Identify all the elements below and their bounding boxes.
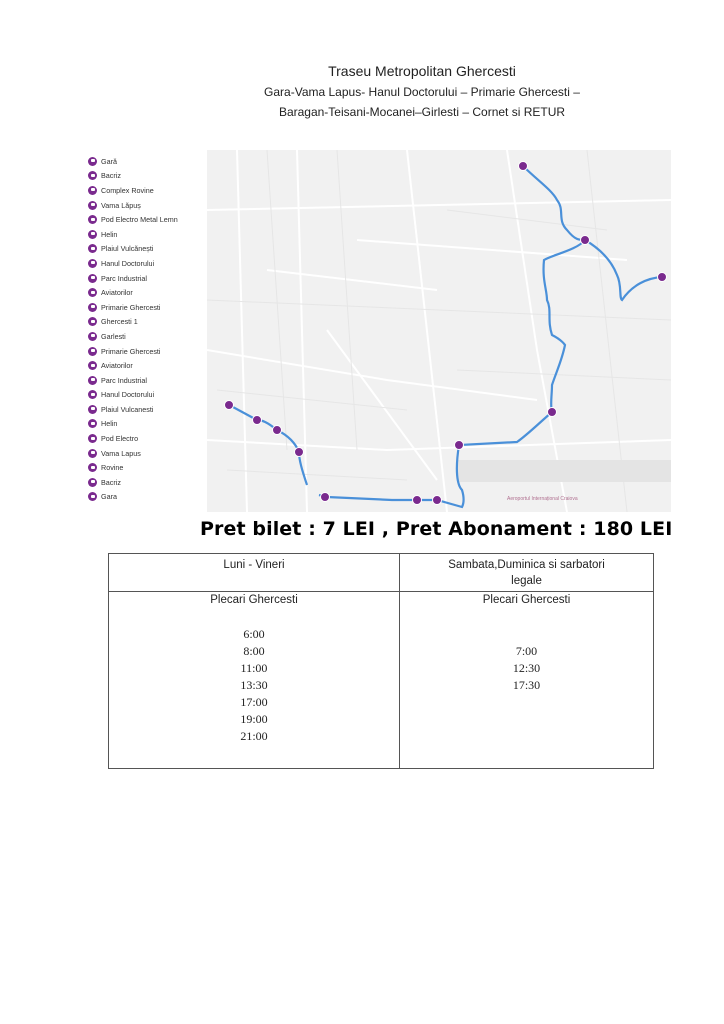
bus-stop-icon (88, 186, 97, 195)
bus-stop-icon (88, 347, 97, 356)
bus-stop-icon (88, 201, 97, 210)
stop-item (88, 212, 206, 227)
bus-stop-icon (88, 157, 97, 166)
stop-item (88, 300, 206, 315)
weekday-header (109, 554, 400, 592)
bus-stop-icon (88, 332, 97, 341)
stop-label: Hanul Doctorului (101, 390, 155, 400)
bus-stop-marker-icon (273, 426, 282, 435)
bus-stop-icon (88, 390, 97, 399)
price-info: Pret bilet : 7 LEI , Pret Abonament : 180 LEI (200, 518, 673, 540)
route-map-svg (207, 150, 671, 512)
weekday-header-label: Luni - Vineri (223, 559, 285, 571)
stop-label: Plaiul Vulcanesti (101, 404, 154, 414)
route-subtitle-line2: Baragan-Teisani-Mocanei–Girlesti – Cornet si RETUR (278, 105, 566, 119)
route-line (229, 166, 585, 507)
stop-label: Helin (101, 229, 118, 239)
bus-stop-marker-icon (658, 273, 667, 282)
route-title: Traseu Metropolitan Ghercesti (328, 63, 516, 79)
bus-stop-marker-icon (455, 441, 464, 450)
bus-stop-icon (88, 230, 97, 239)
stop-label: Vama Lapus (101, 448, 141, 458)
weekend-times (400, 643, 653, 694)
stop-label: Parc Industrial (101, 375, 147, 385)
airport-area (457, 460, 671, 482)
stop-label: Plaiul Vulcănești (101, 244, 154, 254)
bus-stop-marker-icon (225, 401, 234, 410)
stop-label: Aviatorilor (101, 288, 133, 298)
departure-time: 12:30 (512, 661, 541, 675)
stop-item (88, 198, 206, 213)
schedule-header-row (109, 554, 654, 592)
bus-stop-marker-icon (295, 448, 304, 457)
bus-stop-icon (88, 171, 97, 180)
stop-item (88, 285, 206, 300)
stop-label: Primarie Ghercesti (101, 346, 161, 356)
bus-stop-icon (88, 274, 97, 283)
weekday-subheader: Plecari Ghercesti (210, 594, 298, 606)
bus-stop-marker-icon (321, 493, 330, 502)
stop-label: Primarie Ghercesti (101, 302, 161, 312)
stop-label: Pod Electro Metal Lemn (101, 215, 178, 225)
bus-stop-marker-icon (433, 496, 442, 505)
departure-time: 8:00 (243, 644, 265, 658)
stop-label: Rovine (101, 463, 124, 473)
stop-item (88, 154, 206, 169)
stop-item (88, 169, 206, 184)
bus-stop-icon (88, 288, 97, 297)
bus-stop-icon (88, 478, 97, 487)
stop-item (88, 242, 206, 257)
stop-label: Vama Lăpuș (101, 200, 141, 210)
weekend-header (400, 554, 654, 592)
departure-time: 17:00 (240, 695, 268, 709)
weekday-cell (109, 592, 400, 769)
stop-label: Helin (101, 419, 118, 429)
stop-label: Bacriz (101, 477, 121, 487)
stop-item (88, 475, 206, 490)
stop-item (88, 256, 206, 271)
stop-label: Gară (101, 156, 117, 166)
bus-stop-marker-icon (581, 236, 590, 245)
route-map (207, 150, 671, 512)
route-markers (225, 162, 667, 505)
bus-stop-icon (88, 317, 97, 326)
weekday-times (109, 626, 399, 745)
stop-item (88, 358, 206, 373)
bus-stop-marker-icon (548, 408, 557, 417)
weekend-header-line1: Sambata,Duminica si sarbatori (448, 559, 605, 571)
stop-item (88, 446, 206, 461)
stop-item (88, 388, 206, 403)
stop-label: Bacriz (101, 171, 121, 181)
bus-stop-icon (88, 449, 97, 458)
bus-stop-marker-icon (413, 496, 422, 505)
departure-time: 7:00 (515, 644, 538, 658)
airport-label: Aeroportul Internațional Craiova (507, 496, 578, 502)
stop-label: Parc Industrial (101, 273, 147, 283)
bus-stop-marker-icon (519, 162, 528, 171)
stop-item (88, 227, 206, 242)
title-block (200, 60, 644, 122)
stop-item (88, 344, 206, 359)
departure-time: 11:00 (240, 661, 268, 675)
map-roads (207, 150, 671, 512)
stop-item (88, 315, 206, 330)
route-subtitle-line1: Gara-Vama Lapus- Hanul Doctorului – Primarie Ghercesti – (264, 85, 580, 99)
bus-stop-icon (88, 434, 97, 443)
bus-stop-icon (88, 215, 97, 224)
departure-time: 17:30 (512, 678, 541, 692)
stop-list (88, 154, 206, 504)
bus-stop-icon (88, 405, 97, 414)
bus-stop-icon (88, 463, 97, 472)
stop-item (88, 271, 206, 286)
stop-label: Hanul Doctorului (101, 258, 155, 268)
bus-stop-icon (88, 259, 97, 268)
bus-stop-icon (88, 492, 97, 501)
stop-item (88, 329, 206, 344)
bus-stop-icon (88, 244, 97, 253)
stop-label: Gara (101, 492, 117, 502)
weekend-subheader: Plecari Ghercesti (482, 594, 571, 606)
stop-label: Complex Rovine (101, 185, 154, 195)
stop-item (88, 490, 206, 505)
bus-stop-icon (88, 419, 97, 428)
weekend-header-line2: legale (511, 575, 542, 587)
bus-stop-icon (88, 303, 97, 312)
stop-item (88, 183, 206, 198)
departure-time: 19:00 (240, 712, 268, 726)
stop-label: Ghercesti 1 (101, 317, 138, 327)
stop-item (88, 417, 206, 432)
weekend-cell (400, 592, 654, 769)
schedule-body-row (109, 592, 654, 769)
bus-stop-marker-icon (253, 416, 262, 425)
stop-label: Pod Electro (101, 434, 139, 444)
departure-time: 13:30 (240, 678, 268, 692)
stop-item (88, 431, 206, 446)
stop-label: Garlesti (101, 331, 126, 341)
departure-time: 6:00 (243, 627, 265, 641)
stop-item (88, 460, 206, 475)
departure-time: 21:00 (240, 729, 268, 743)
route-branch-line (585, 240, 662, 300)
bus-stop-icon (88, 376, 97, 385)
bus-stop-icon (88, 361, 97, 370)
schedule-table (108, 553, 654, 769)
stop-item (88, 373, 206, 388)
stop-item (88, 402, 206, 417)
stop-label: Aviatorilor (101, 361, 133, 371)
